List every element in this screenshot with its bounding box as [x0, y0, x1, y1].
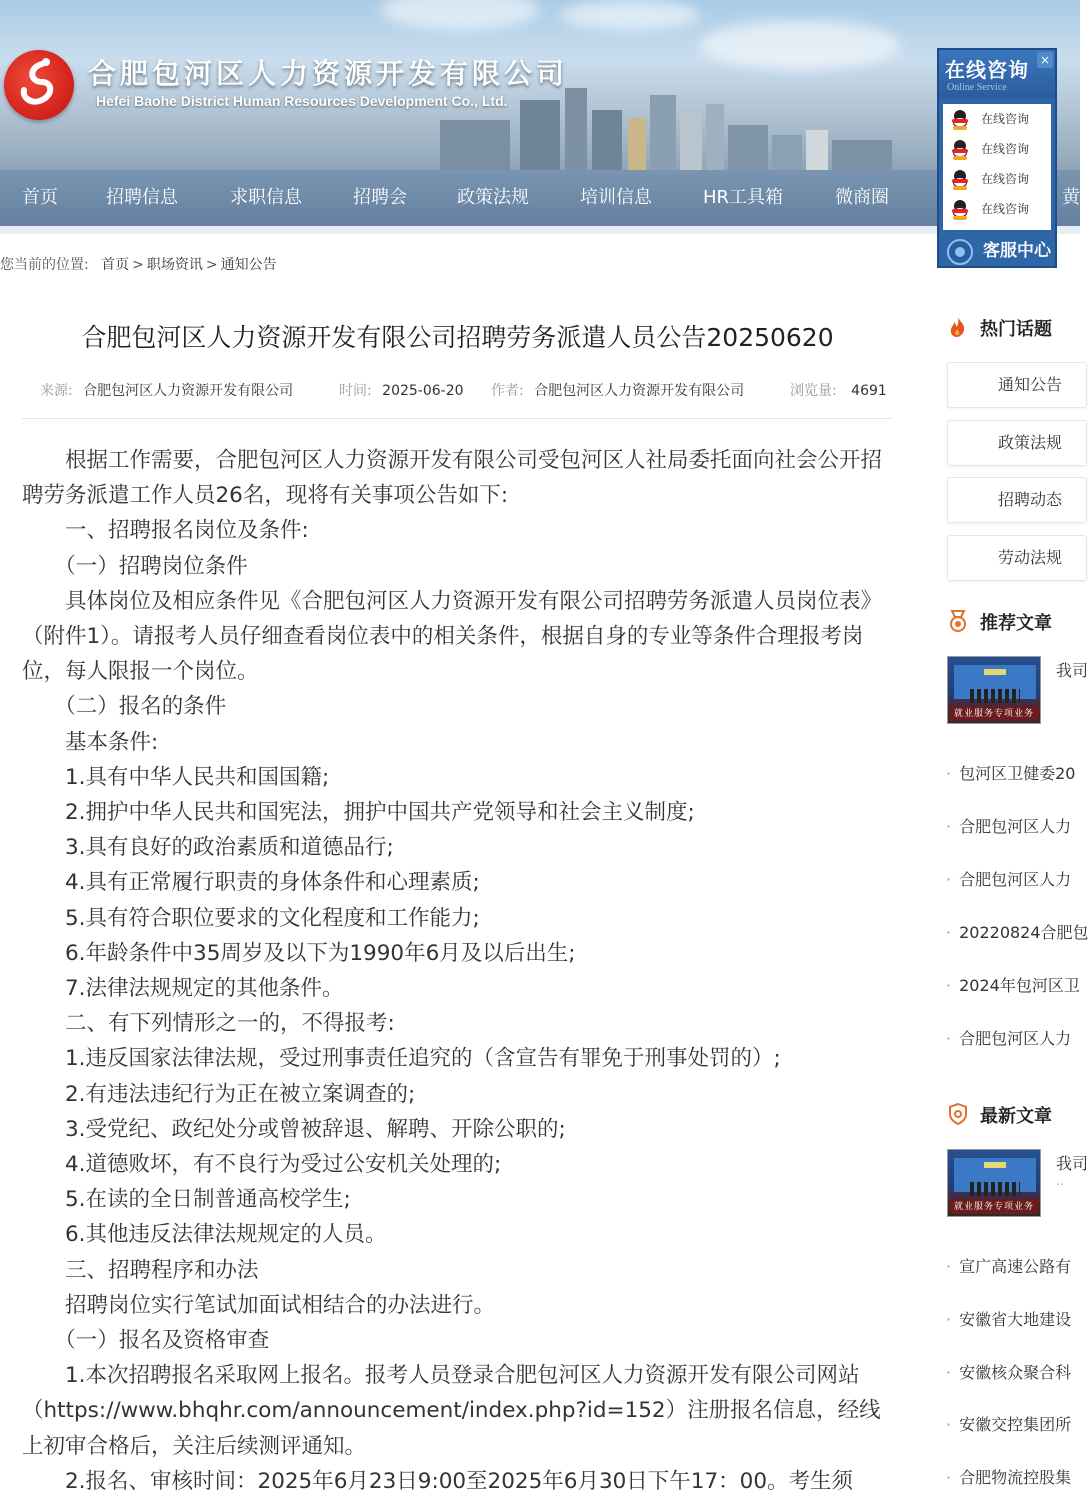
latest-thumb-ellipsis: .. — [1056, 1174, 1064, 1188]
article-paragraph: 一、招聘报名岗位及条件: — [22, 518, 309, 544]
meta-source-label: 来源: — [40, 383, 73, 399]
consult-item[interactable] — [943, 194, 1051, 224]
main-nav — [0, 170, 1080, 226]
customer-service-button[interactable] — [939, 236, 1055, 266]
site-title: 合肥包河区人力资源开发有限公司 — [88, 57, 569, 90]
article-paragraph: 2.有违法违纪行为正在被立案调查的; — [22, 1081, 416, 1107]
article-paragraph: 根据工作需要，合肥包河区人力资源开发有限公司受包河区人社局委托面向社会公开招聘劳务派遣工作人员26名，现将有关事项公告如下: — [22, 448, 883, 509]
site-header — [0, 0, 1080, 170]
breadcrumb-notices[interactable]: 通知公告 — [220, 257, 277, 273]
latest-link[interactable]: · 安徽交控集团所 — [946, 1415, 1072, 1434]
hot-topics-title: 热门话题 — [980, 319, 1052, 340]
meta-views: 4691 — [851, 383, 887, 399]
article-paragraph: 2.拥护中华人民共和国宪法，拥护中国共产党领导和社会主义制度; — [22, 800, 695, 826]
article-paragraph: 基本条件: — [22, 729, 159, 755]
latest-title: 最新文章 — [980, 1106, 1052, 1127]
article-paragraph: 6.年龄条件中35周岁及以下为1990年6月及以后出生; — [22, 940, 576, 966]
nav-item-job-seeking[interactable]: 求职信息 — [230, 187, 302, 208]
breadcrumb-prefix: 您当前的位置: — [0, 257, 89, 273]
thumbnail-caption: 就业服务专项业务 — [950, 1200, 1038, 1214]
company-logo[interactable] — [4, 50, 74, 120]
article-paragraph: 具体岗位及相应条件见《合肥包河区人力资源开发有限公司招聘劳务派遣人员岗位表》（附件1）。请报考人员仔细查看岗位表中的相关条件，根据自身的专业等条件合理报考岗位，每人限报一个岗位。 — [22, 588, 883, 685]
meta-time: 2025-06-20 — [382, 383, 464, 399]
consult-item-label: 在线咨询 — [981, 112, 1030, 126]
customer-service-label: 客服中心 — [983, 241, 1051, 261]
latest-thumbnail[interactable] — [947, 1149, 1041, 1217]
hot-tag[interactable]: 招聘动态 — [947, 477, 1087, 523]
logo-swirl-icon — [4, 50, 74, 120]
breadcrumb-separator: > — [132, 257, 144, 273]
recommended-link[interactable]: · 合肥包河区人力 — [946, 817, 1072, 836]
recommended-link[interactable]: · 20220824合肥包 — [946, 923, 1089, 942]
nav-item-business-circle[interactable]: 微商圈 — [835, 187, 889, 208]
meta-divider — [22, 418, 892, 419]
consult-item-label: 在线咨询 — [981, 202, 1030, 216]
article-body — [22, 443, 892, 1499]
latest-heading — [946, 1102, 1052, 1128]
flame-icon — [946, 315, 970, 339]
nav-divider — [0, 226, 1080, 234]
consult-item[interactable] — [943, 104, 1051, 134]
meta-source: 合肥包河区人力资源开发有限公司 — [83, 383, 294, 399]
nav-item-jobs[interactable]: 招聘信息 — [106, 187, 178, 208]
recommended-link[interactable]: · 合肥包河区人力 — [946, 870, 1072, 889]
latest-link[interactable]: · 宣广高速公路有 — [946, 1257, 1072, 1276]
hot-tag[interactable]: 政策法规 — [947, 420, 1087, 466]
latest-link[interactable]: · 安徽核众聚合科 — [946, 1363, 1072, 1382]
latest-link[interactable]: · 安徽省大地建设 — [946, 1310, 1072, 1329]
article-paragraph: 2.报名、审核时间：2025年6月23日9:00至2025年6月30日下午17：00。考生须 — [22, 1468, 854, 1494]
article-paragraph: 招聘岗位实行笔试加面试相结合的办法进行。 — [22, 1292, 496, 1318]
nav-item-partial[interactable]: 黄 — [1062, 187, 1080, 208]
article-paragraph: 3.受党纪、政纪处分或曾被辞退、解聘、开除公职的; — [22, 1116, 566, 1142]
recommended-link[interactable]: · 合肥包河区人力 — [946, 1029, 1072, 1048]
meta-views-label: 浏览量: — [790, 383, 837, 399]
meta-time-label: 时间: — [339, 383, 372, 399]
nav-item-hr-tools[interactable]: HR工具箱 — [703, 187, 784, 208]
article-paragraph: 4.具有正常履行职责的身体条件和心理素质; — [22, 870, 480, 896]
consult-item-label: 在线咨询 — [981, 142, 1030, 156]
nav-item-job-fair[interactable]: 招聘会 — [353, 187, 407, 208]
qq-penguin-icon — [951, 170, 969, 190]
article-paragraph: 三、招聘程序和办法 — [22, 1257, 259, 1283]
consult-item[interactable] — [943, 164, 1051, 194]
breadcrumb-separator: > — [205, 257, 218, 273]
article-paragraph: 1.具有中华人民共和国国籍; — [22, 764, 330, 790]
recommended-title: 推荐文章 — [980, 613, 1052, 634]
article-paragraph: （二）报名的条件 — [22, 694, 227, 720]
recommended-link[interactable]: · 2024年包河区卫 — [946, 976, 1080, 995]
article-paragraph: （一）报名及资格审查 — [22, 1328, 270, 1354]
article-paragraph: 5.在读的全日制普通高校学生; — [22, 1187, 351, 1213]
breadcrumb-home[interactable]: 首页 — [101, 257, 130, 273]
recommended-thumbnail[interactable] — [947, 656, 1041, 724]
close-icon[interactable]: × — [1037, 52, 1053, 68]
meta-author: 合肥包河区人力资源开发有限公司 — [534, 383, 745, 399]
article-paragraph: 5.具有符合职位要求的文化程度和工作能力; — [22, 905, 480, 931]
consult-header — [939, 50, 1055, 98]
qq-penguin-icon — [951, 110, 969, 130]
customer-service-icon — [947, 239, 973, 265]
online-consult-panel — [937, 48, 1057, 268]
breadcrumb — [0, 254, 277, 274]
qq-penguin-icon — [951, 140, 969, 160]
article-paragraph: 1.违反国家法律法规，受过刑事责任追究的（含宣告有罪免于刑事处罚的）; — [22, 1046, 781, 1072]
breadcrumb-career-news[interactable]: 职场资讯 — [146, 257, 203, 273]
article-paragraph: 1.本次招聘报名采取网上报名。报考人员登录合肥包河区人力资源开发有限公司网站（https://www.bhqhr.com/announcement/index.php?id=152）注册报名信息，经线上初审合格后，关注后续测评通知。 — [22, 1363, 881, 1459]
consult-item-label: 在线咨询 — [981, 172, 1030, 186]
article-paragraph: 6.其他违反法律法规规定的人员。 — [22, 1222, 387, 1248]
article-paragraph: 4.道德败坏，有不良行为受过公安机关处理的; — [22, 1152, 502, 1178]
nav-item-policy[interactable]: 政策法规 — [457, 187, 529, 208]
qq-penguin-icon — [951, 200, 969, 220]
thumbnail-caption: 就业服务专项业务 — [950, 707, 1038, 721]
hot-topics-heading — [946, 315, 1052, 341]
recommended-thumb-title[interactable]: 我司 — [1056, 661, 1089, 680]
latest-link[interactable]: · 合肥物流控股集 — [946, 1468, 1072, 1487]
consult-subtitle: Online Service — [947, 82, 1007, 93]
article-paragraph: 二、有下列情形之一的，不得报考: — [22, 1011, 395, 1037]
nav-item-training[interactable]: 培训信息 — [580, 187, 652, 208]
article-paragraph: 7.法律法规规定的其他条件。 — [22, 976, 344, 1002]
latest-thumb-title[interactable]: 我司 — [1056, 1154, 1089, 1173]
medal-icon — [946, 609, 970, 633]
shield-icon — [946, 1102, 970, 1126]
consult-list — [943, 104, 1051, 230]
article-title: 合肥包河区人力资源开发有限公司招聘劳务派遣人员公告20250620 — [81, 323, 834, 352]
article-paragraph: 3.具有良好的政治素质和道德品行; — [22, 835, 394, 861]
consult-title: 在线咨询 — [945, 58, 1029, 82]
site-subtitle: Hefei Baohe District Human Resources Development Co., Ltd. — [96, 93, 508, 109]
hot-tag[interactable]: 劳动法规 — [947, 535, 1087, 581]
meta-author-label: 作者: — [491, 383, 524, 399]
recommended-heading — [946, 609, 1052, 635]
hot-tag[interactable]: 通知公告 — [947, 362, 1087, 408]
nav-item-home[interactable]: 首页 — [22, 187, 58, 208]
recommended-link[interactable]: · 包河区卫健委20 — [946, 764, 1076, 783]
article-paragraph: （一）招聘岗位条件 — [22, 553, 248, 579]
consult-item[interactable] — [943, 134, 1051, 164]
